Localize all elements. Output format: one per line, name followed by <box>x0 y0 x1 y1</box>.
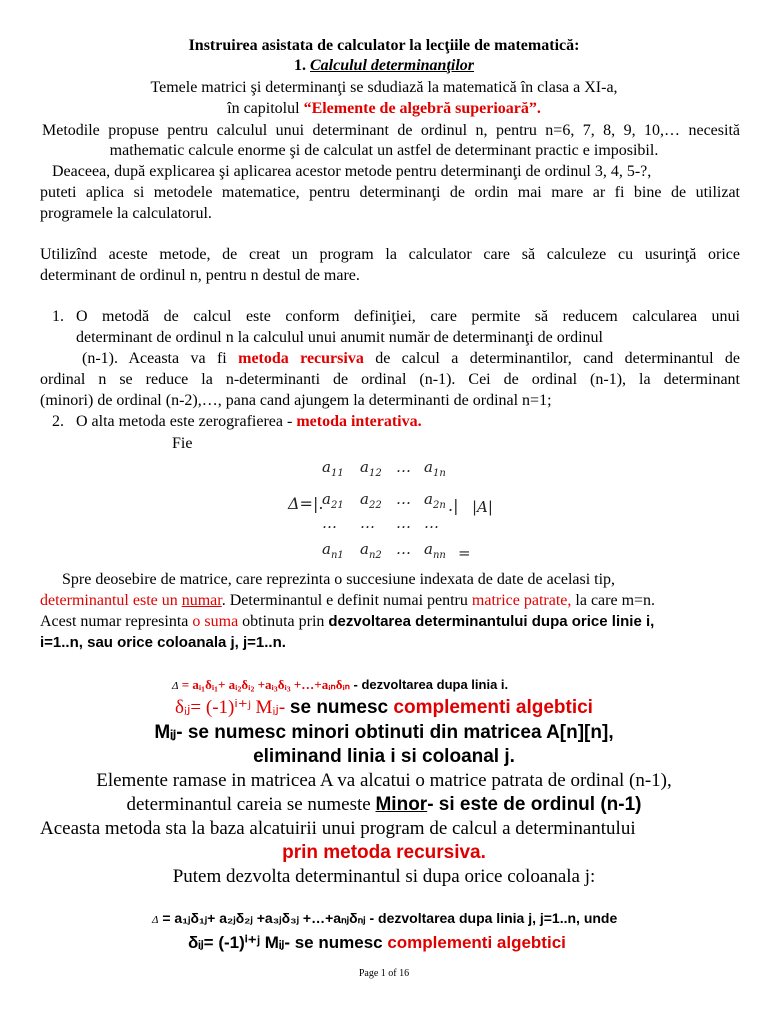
column-expansion-intro: Putem dezvolta determinantul si dupa orice coloanala j: <box>172 866 596 887</box>
cofactor-formula: δᵢⱼ= (-1)ⁱ⁺ʲ Mᵢⱼ- <box>175 697 290 718</box>
list-item-1-line-1: O metodă de calcul este conform definiţiei, care permite să reducem calcularea unui <box>76 308 740 325</box>
delta-symbol: Δ=|. <box>288 494 324 513</box>
intro-line-2 <box>0 99 768 119</box>
recursive-prefix: (n-1). Aceasta va fi <box>82 350 239 367</box>
recursive-method-term: metoda recursiva <box>238 350 364 367</box>
remaining-elements-1: Elemente ramase in matricea A va alcatui o matrice patrata de ordinal (n-1), <box>96 770 672 791</box>
column-expansion-sum: = a₁ⱼδ₁ⱼ+ a₂ⱼδ₂ⱼ +a₃ⱼδ₃ⱼ +…+aₙⱼδₙⱼ <box>162 910 366 926</box>
cofactor-definition <box>0 697 768 719</box>
m-equals-n-text: la care m=n. <box>571 592 656 609</box>
list-number-2: 2. <box>52 413 64 430</box>
matrix-cell: … <box>360 514 375 532</box>
determinant-is-prefix: determinantul este un <box>40 592 182 609</box>
method-base-1: Aceasta metoda sta la baza alcatuirii unui program de calcul a determinantului <box>40 818 636 839</box>
matrix-cell: … <box>396 514 411 532</box>
square-matrix-term: matrice patrate, <box>471 592 572 609</box>
body-line-2 <box>40 591 655 611</box>
matrix-cell: $a_{1n}$ <box>424 458 446 479</box>
recursive-suffix: de calcul a determinantilor, cand determinantul de <box>363 350 740 367</box>
cofactor-definition-2 <box>188 932 566 953</box>
minor-definition-2: eliminand linia i si coloanal j. <box>253 746 515 767</box>
cofactor-formula-2: δᵢⱼ= (-1)ⁱ⁺ʲ Mᵢⱼ- se numesc <box>188 933 388 952</box>
numar-term: numar <box>181 592 222 609</box>
matrix-cell: $a_{n2}$ <box>360 540 382 561</box>
matrix-cell: $a_{22}$ <box>360 490 382 511</box>
matrix-cell: $a_{nn}$ <box>424 540 446 561</box>
list-item-1-line-5: (minori) de ordinal (n-2),…, pana cand ajungem la determinanti de ordinal n=1; <box>40 392 552 409</box>
intro-line-4: mathematic calcule enorme şi de calculat un astfel de determinant practic e imposibil. <box>109 142 659 159</box>
intro-line-9: determinant de ordinul n, pentru n destul de mare. <box>40 267 360 284</box>
minor-definition-1: Mᵢⱼ- se numesc minori obtinuti din matricea A[n][n], <box>154 722 614 743</box>
matrix-cell: … <box>396 540 411 558</box>
equals-sign: = <box>458 544 471 562</box>
section-title: Calculul determinanţilor <box>309 57 475 74</box>
method-base-2: prin metoda recursiva. <box>282 842 486 863</box>
defined-only-text: . Determinantul e definit numai pentru <box>221 592 472 609</box>
matrix-cell: $a_{n1}$ <box>322 540 344 561</box>
body-line-1: Spre deosebire de matrice, care reprezinta o succesiune indexata de date de acelasi tip, <box>62 571 616 588</box>
minor-term: Minor <box>375 794 428 815</box>
body-line-4: i=1..n, sau orice coloanala j, j=1..n. <box>40 634 286 651</box>
intro-line-7: programele la calculatorul. <box>40 205 212 222</box>
obtained-text: obtinuta prin <box>238 613 329 630</box>
column-expansion-label: - dezvoltarea dupa linia j, j=1..n, unde <box>365 910 618 926</box>
interactive-prefix: O alta metoda este zerografierea - <box>76 413 297 430</box>
section-number: 1. <box>293 57 306 74</box>
list-number-1: 1. <box>52 308 64 325</box>
matrix-cell: … <box>424 514 439 532</box>
intro-chapter-prefix: în capitolul <box>227 100 304 117</box>
matrix-cell: $a_{12}$ <box>360 458 382 479</box>
column-expansion-formula <box>152 908 617 930</box>
matrix-cell: $a_{21}$ <box>322 490 344 511</box>
matrix-cell: … <box>396 458 411 476</box>
row-expansion-sum: = aᵢ₁δᵢ₁+ aᵢ₂δᵢ₂ +aᵢ₃δᵢ₃ +…+aᵢₙδᵢₙ <box>181 677 350 692</box>
document-title: Instruirea asistata de calculator la lecţiile de matematică: <box>188 37 580 54</box>
chapter-name: “Elemente de algebră superioară”. <box>303 100 541 117</box>
cofactor-term-2: complementi algebtici <box>387 933 566 952</box>
cofactor-are-called: se numesc <box>289 697 394 718</box>
intro-line-3: Metodile propuse pentru calculul unui determinant de ordinul n, pentru n=6, 7, 8, 9, 10,… necesită <box>42 122 740 139</box>
fie-label: Fie <box>172 435 193 452</box>
abs-a: |A| <box>472 498 493 516</box>
sum-term: o suma <box>192 613 239 630</box>
minor-order: - si este de ordinul (n-1) <box>427 794 642 815</box>
matrix-close: .| <box>448 496 459 515</box>
row-expansion-formula <box>172 675 508 696</box>
intro-line-1: Temele matrici şi determinanţi se sdudiază la matematică în clasa a XI-a, <box>150 79 618 96</box>
list-item-1-line-3 <box>82 349 740 369</box>
row-expansion-label: - dezvoltarea dupa linia i. <box>349 677 509 692</box>
body-line-3 <box>40 612 654 632</box>
remaining-elements-2 <box>0 794 768 816</box>
intro-line-5: Deaceea, după explicarea şi aplicarea acestor metode pentru determinanţi de ordinul 3, 4, 5-?, <box>52 163 652 180</box>
matrix-cell: $a_{11}$ <box>322 458 344 479</box>
matrix-cell: $a_{2n}$ <box>424 490 446 511</box>
matrix-cell: … <box>322 514 337 532</box>
delta-icon: Δ <box>152 914 159 926</box>
list-item-2 <box>76 412 422 432</box>
page-footer: Page 1 of 16 <box>358 968 410 979</box>
matrix-cell: … <box>396 490 411 508</box>
sum-prefix: Acest numar represinta <box>40 613 193 630</box>
delta-icon: Δ <box>172 680 179 692</box>
list-item-1-line-2: determinant de ordinul n la calculul unui anumit număr de determinanţi de ordinul <box>76 329 603 346</box>
section-heading <box>0 56 768 76</box>
intro-line-8: Utilizînd aceste metode, de creat un program la calculator care să calculeze cu usurinţă orice <box>40 246 740 263</box>
intro-line-6: puteti aplica si metodele matematice, pentru determinanţi de ordin mai mare ar fi bine de utilizat <box>40 184 740 201</box>
minor-prefix: determinantul careia se numeste <box>126 794 376 815</box>
list-item-1-line-4: ordinal n se reduce la n-determinanti de ordinal (n-1). Cei de ordinal (n-1), la determinant <box>40 371 740 388</box>
cofactor-term: complementi algebtici <box>393 697 593 718</box>
interactive-method-term: metoda interativa. <box>296 413 422 430</box>
expansion-term: dezvoltarea determinantului dupa orice linie i, <box>328 613 655 630</box>
